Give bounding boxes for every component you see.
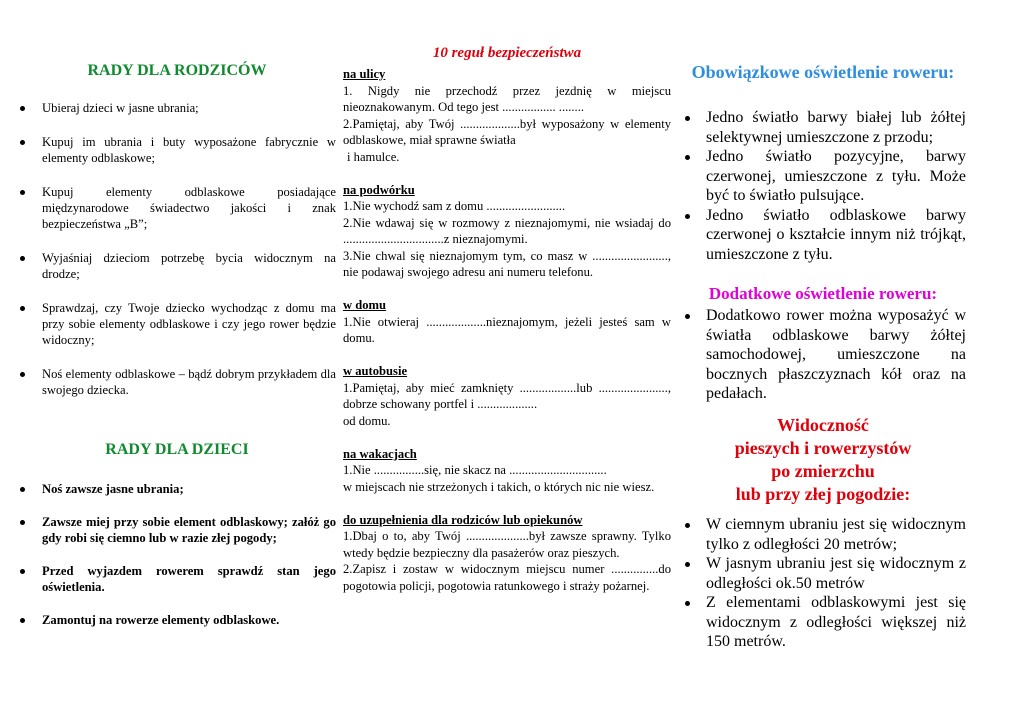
list-item: Dodatkowo rower można wyposażyć w światła odblaskowe barwy żółtej samochodowej, umieszczone na bocznych płaszczyznach kół oraz na pedałach. [680,306,966,404]
bullet-icon [685,562,690,567]
list-item: Zawsze miej przy sobie element odblaskowy; załóż go gdy robi się ciemno lub w razie złej pogody; [18,514,336,546]
list-item: Przed wyjazdem rowerem sprawdź stan jego oświetlenia. [18,563,336,595]
bullet-icon [685,523,690,528]
rules-section-home [343,297,671,347]
bullet-icon [685,314,690,319]
rule-line: 3.Nie chwal się nieznajomym tym, co masz w ........................, nie podawaj swojego adresu ani numeru telefonu. [343,248,671,279]
rule-line: 1.Nie ................się, nie skacz na ............................... [343,463,607,477]
rule-line: 1.Nie wychodź sam z domu ......................... [343,199,566,213]
bullet-icon [20,140,25,145]
list-item: Ubieraj dzieci w jasne ubrania; [18,100,336,116]
bullet-icon [20,256,25,261]
list-item: W ciemnym ubraniu jest się widocznym tylko z odległości 20 metrów; [680,515,966,554]
list-item: Jedno światło odblaskowe barwy czerwonej o kształcie innym niż trójkąt, umieszczone z tyłu. [680,206,966,265]
rule-line: 1. Nigdy nie przechodź przez jezdnię w miejscu nieoznakowanym. Od tego jest ................. ........ [343,83,671,114]
rule-line: 1.Dbaj o to, aby Twój ....................był zawsze sprawny. Tylko wtedy będzie bezpieczny dla pasażerów oraz pieszych. [343,529,671,560]
list-item: Noś elementy odblaskowe – bądź dobrym przykładem dla swojego dziecka. [18,366,336,398]
bullet-icon [20,106,25,111]
list-item: Zamontuj na rowerze elementy odblaskowe. [18,612,336,628]
list-item: Kupuj elementy odblaskowe posiadające międzynarodowe świadectwo jakości i znak bezpieczeństwa „B”; [18,184,336,232]
parents-advice-list [18,100,336,416]
visibility-title: Widoczność pieszych i rowerzystów po zmierzchu lub przy złej pogodzie: [734,415,912,504]
rules-section-yard [343,182,671,281]
list-item: Sprawdzaj, czy Twoje dziecko wychodząc z domu ma przy sobie elementy odblaskowe i czy jego rower będzie widoczny; [18,300,336,348]
parents-advice-title: RADY DLA RODZICÓW [87,62,267,79]
rules-body [343,66,671,594]
rule-line: 2.Zapisz i zostaw w widocznym miejscu numer ...............do pogotowia policji, pogotowia ratunkowego i straży pożarnej. [343,562,671,593]
list-item: W jasnym ubraniu jest się widocznym z odległości ok.50 metrów [680,554,966,593]
section-heading: na wakacjach [343,446,417,461]
bullet-icon [685,601,690,606]
bullet-icon [20,190,25,195]
bullet-icon [20,569,25,574]
section-heading: w autobusie [343,364,408,378]
bullet-icon [20,372,25,377]
list-item: Kupuj im ubrania i buty wyposażone fabrycznie w elementy odblaskowe; [18,134,336,166]
list-item: Jedno światło barwy białej lub żółtej selektywnej umieszczone z przodu; [680,108,966,147]
section-heading: na podwórku [343,182,415,197]
rule-line: i hamulce. [347,149,400,164]
bullet-icon [20,306,25,311]
rule-line: 2.Pamiętaj, aby Twój ...................był wyposażony w elementy odblaskowe, miał sprawne światła [343,116,671,147]
rule-line: w miejscach nie strzeżonych i takich, o których nic nie wiesz. [343,479,655,494]
rule-line: 2.Nie wdawaj się w rozmowy z nieznajomymi, nie wsiadaj do ................................z nieznajomymi. [343,215,671,246]
rules-section-holiday [343,446,671,496]
bullet-icon [20,618,25,623]
mandatory-lighting-title: Obowiązkowe oświetlenie roweru: [691,62,955,82]
list-item: Z elementami odblaskowymi jest się widocznym z odległości większej niż 150 metrów. [680,593,966,652]
list-item: Noś zawsze jasne ubrania; [18,481,336,497]
rules-section-parents [343,512,671,595]
mandatory-lighting-list [680,108,966,264]
section-heading: w domu [343,298,387,312]
rule-line: 1.Nie otwieraj ...................nieznajomym, jeżeli jesteś sam w domu. [343,314,671,345]
section-heading: do uzupełnienia dla rodziców lub opiekunów [343,512,583,527]
additional-lighting-list [680,306,966,404]
kids-advice-list [18,481,336,645]
rule-line: od domu. [343,413,391,428]
bullet-icon [685,214,690,219]
bullet-icon [20,520,25,525]
additional-lighting-title: Dodatkowe oświetlenie roweru: [708,284,938,303]
bullet-icon [20,487,25,492]
list-item: Jedno światło pozycyjne, barwy czerwonej, umieszczone z tyłu. Może być to światło pulsujące. [680,147,966,206]
visibility-list [680,515,966,652]
list-item: Wyjaśniaj dzieciom potrzebę bycia widocznym na drodze; [18,250,336,282]
rule-line: 1.Pamiętaj, aby mieć zamknięty ..................lub ......................, dobrze schowany portfel i ................... [343,380,671,411]
kids-advice-title: RADY DLA DZIECI [105,441,249,458]
bullet-icon [685,116,690,121]
section-heading: na ulicy [343,67,386,81]
rules-title: 10 reguł bezpieczeństwa [432,45,582,61]
rules-section-bus [343,363,671,429]
bullet-icon [685,155,690,160]
rules-section-street [343,66,671,165]
